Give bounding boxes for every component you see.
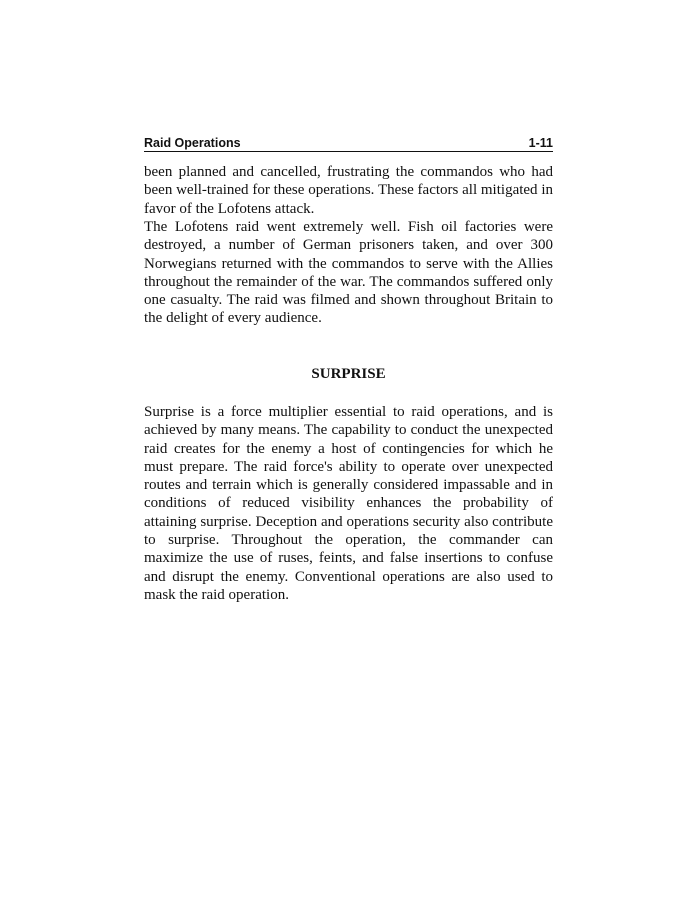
paragraph-surprise: Surprise is a force multiplier essential to raid operations, and is achieved by many means. The capability to conduct the unexpected raid creates for the enemy a host of contingencies for which he must prepare. The raid force's ability to operate over unexpected routes and terrain which is generally considered impassable and in conditions of reduced visibility enhances the probability of attaining surprise. Deception and operations security also contribute to surprise. Throughout the operation, the commander can maximize the use of ruses, feints, and false insertions to confuse and disrupt the enemy. Conventional operations are also used to mask the raid operation. xyxy=(144,404,553,603)
paragraph-lofotens-raid: The Lofotens raid went extremely well. Fish oil factories were destroyed, a number of German prisoners taken, and over 300 Norwegians returned with the commandos to serve with the Allies throughout the remainder of the war. The commandos suffered only one casualty. The raid was filmed and shown throughout Britain to the delight of every audience. xyxy=(144,219,553,327)
section-heading-surprise: SURPRISE xyxy=(311,366,386,382)
page-header xyxy=(144,136,553,152)
header-section-title: Raid Operations xyxy=(144,136,241,150)
header-page-number: 1-11 xyxy=(528,136,553,150)
paragraph-continuation: been planned and cancelled, frustrating the commandos who had been well-trained for these operations. These factors all mitigated in favor of the Lofotens attack. xyxy=(144,164,553,217)
